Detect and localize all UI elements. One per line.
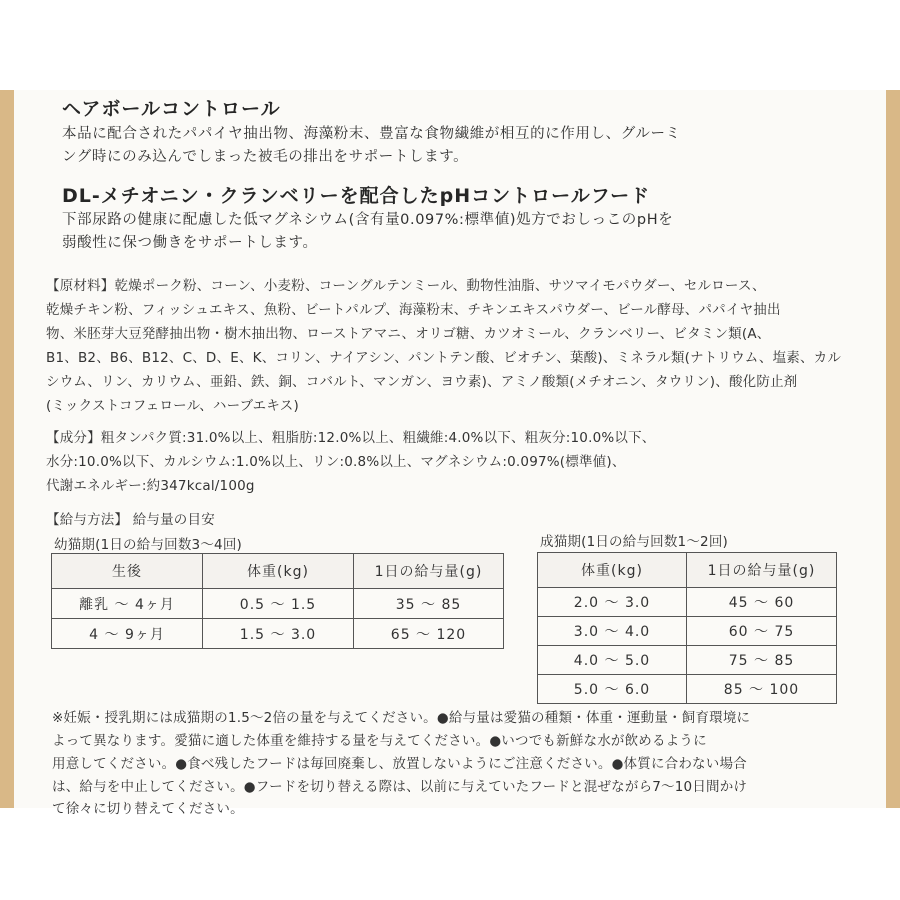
- table-cell: 1.5 〜 3.0: [203, 619, 354, 649]
- ingredients-line-4: B1、B2、B6、B12、C、D、E、K、コリン、ナイアシン、パントテン酸、ビオチン、葉酸)、ミネラル類(ナトリウム、塩素、カル: [46, 350, 842, 366]
- column-header-age: 生後: [52, 554, 203, 589]
- table-row: [538, 588, 837, 617]
- table-header-row: [538, 553, 837, 588]
- table-cell: 35 〜 85: [354, 589, 504, 619]
- kitten-feeding-table: [51, 553, 504, 649]
- table-cell: 5.0 〜 6.0: [538, 675, 687, 704]
- table-cell: 2.0 〜 3.0: [538, 588, 687, 617]
- table-cell: 3.0 〜 4.0: [538, 617, 687, 646]
- table-row: [538, 646, 837, 675]
- table-cell: 65 〜 120: [354, 619, 504, 649]
- table-row: [52, 589, 504, 619]
- table-cell: 4 〜 9ヶ月: [52, 619, 203, 649]
- ph-title: DL-メチオニン・クランベリーを配合したpHコントロールフード: [62, 185, 651, 207]
- table-row: [538, 617, 837, 646]
- ingredients-line-3: 物、米胚芽大豆発酵抽出物・樹木抽出物、ローストアマニ、オリゴ糖、カツオミール、クランベリー、ビタミン類(A、: [46, 326, 771, 342]
- adult-feeding-table: [537, 552, 837, 704]
- ph-line-1: 下部尿路の健康に配慮した低マグネシウム(含有量0.097%:標準値)処方でおしっこのpHを: [62, 212, 674, 228]
- table-cell: 0.5 〜 1.5: [203, 589, 354, 619]
- notes-line-5: て徐々に切り替えてください。: [52, 801, 244, 817]
- table-header-row: [52, 554, 504, 589]
- analysis-line-1: 【成分】粗タンパク質:31.0%以上、粗脂肪:12.0%以上、粗繊維:4.0%以下、粗灰分:10.0%以下、: [46, 430, 656, 446]
- notes-line-2: よって異なります。愛猫に適した体重を維持する量を与えてください。●いつでも新鮮な水が飲めるように: [52, 733, 707, 749]
- adult-caption: 成猫期(1日の給与回数1〜2回): [540, 534, 729, 550]
- table-cell: 75 〜 85: [687, 646, 837, 675]
- column-header-weight: 体重(kg): [203, 554, 354, 589]
- hairball-line-2: ング時にのみ込んでしまった被毛の排出をサポートします。: [62, 149, 469, 165]
- table-cell: 45 〜 60: [687, 588, 837, 617]
- ingredients-line-5: シウム、リン、カリウム、亜鉛、鉄、銅、コバルト、マンガン、ヨウ素)、アミノ酸類(メチオニン、タウリン)、酸化防止剤: [46, 374, 798, 390]
- table-cell: 60 〜 75: [687, 617, 837, 646]
- notes-line-4: は、給与を中止してください。●フードを切り替える際は、以前に与えていたフードと混ぜながら7〜10日間かけ: [52, 779, 748, 795]
- ph-line-2: 弱酸性に保つ働きをサポートします。: [62, 235, 318, 251]
- ingredients-line-2: 乾燥チキン粉、フィッシュエキス、魚粉、ビートパルプ、海藻粉末、チキンエキスパウダー、ビール酵母、パパイヤ抽出: [46, 302, 781, 318]
- table-cell: 85 〜 100: [687, 675, 837, 704]
- column-header-amount: 1日の給与量(g): [354, 554, 504, 589]
- analysis-line-2: 水分:10.0%以下、カルシウム:1.0%以上、リン:0.8%以上、マグネシウム:0.097%(標準値)、: [46, 454, 626, 470]
- column-header-amount: 1日の給与量(g): [687, 553, 837, 588]
- table-cell: 離乳 〜 4ヶ月: [52, 589, 203, 619]
- notes-line-3: 用意してください。●食べ残したフードは毎回廃棄し、放置しないようにご注意ください。●体質に合わない場合: [52, 756, 747, 772]
- ingredients-line-6: (ミックストコフェロール、ハーブエキス): [46, 398, 299, 414]
- feeding-heading: 【給与方法】 給与量の目安: [46, 512, 215, 528]
- hairball-title: ヘアボールコントロール: [62, 98, 281, 120]
- kitten-caption: 幼猫期(1日の給与回数3〜4回): [54, 537, 243, 553]
- notes-line-1: ※妊娠・授乳期には成猫期の1.5〜2倍の量を与えてください。●給与量は愛猫の種類・体重・運動量・飼育環境に: [52, 710, 751, 726]
- table-row: [538, 675, 837, 704]
- column-header-weight: 体重(kg): [538, 553, 687, 588]
- table-cell: 4.0 〜 5.0: [538, 646, 687, 675]
- ingredients-line-1: 【原材料】乾燥ポーク粉、コーン、小麦粉、コーングルテンミール、動物性油脂、サツマイモパウダー、セルロース、: [46, 278, 766, 294]
- analysis-line-3: 代謝エネルギー:約347kcal/100g: [46, 478, 255, 494]
- table-row: [52, 619, 504, 649]
- hairball-line-1: 本品に配合されたパパイヤ抽出物、海藻粉末、豊富な食物繊維が相互的に作用し、グルーミ: [62, 126, 681, 142]
